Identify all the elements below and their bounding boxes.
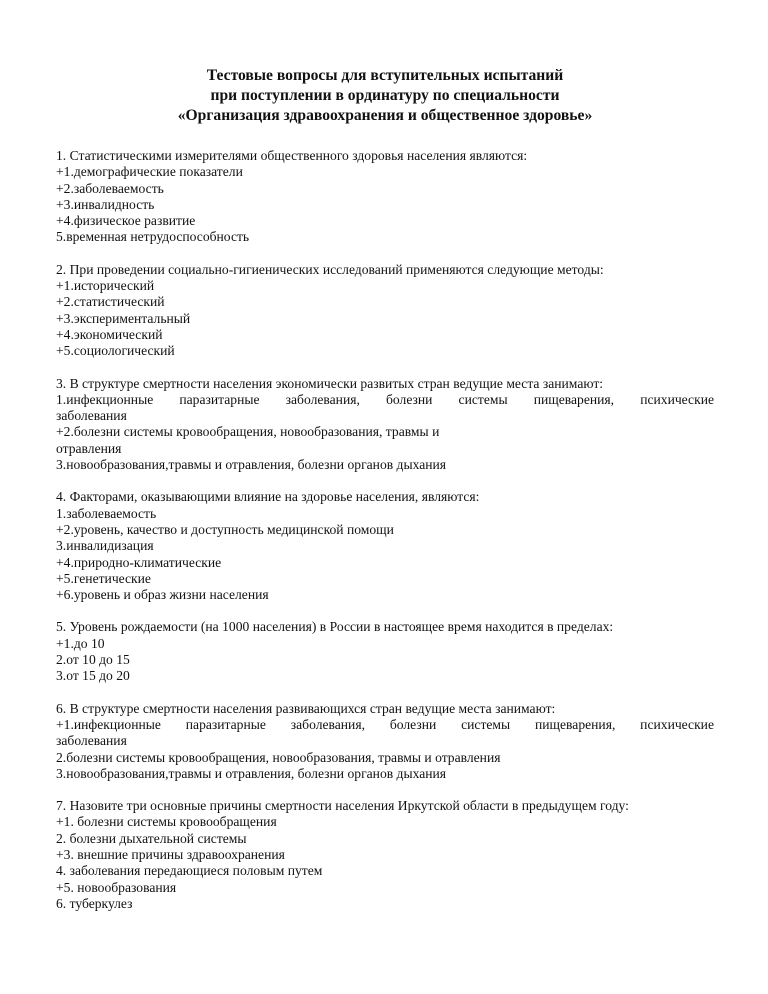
answer-option: +1.демографические показатели [56,164,243,180]
answer-option: +5. новообразования [56,879,177,895]
answer-option: +2.статистический [56,294,165,310]
question-text: 7. Назовите три основные причины смертности населения Иркутской области в предыдущем году: [56,798,629,814]
answer-option: +5.генетические [56,570,151,586]
question-text: 1. Статистическими измерителями общественного здоровья населения являются: [56,148,528,163]
answer-option: 3.от 15 до 20 [56,668,130,684]
answer-option: 6. туберкулез [56,895,133,911]
title-line: «Организация здравоохранения и общественное здоровье» [177,107,593,124]
answer-option: 1.заболеваемость [56,505,157,521]
answer-option: +1.до 10 [56,635,105,651]
answer-option: +4.физическое развитие [56,213,196,229]
answer-option: +2.болезни системы кровообращения, новообразования, травмы и [56,424,440,440]
question-7 [56,798,714,912]
question-5 [56,619,714,684]
answer-option-continuation: отравления [56,440,122,456]
question-1 [56,148,714,246]
answer-option: +1.исторический [56,278,155,294]
question-3 [56,376,714,474]
question-6 [56,701,714,782]
answer-option: +4.экономический [56,326,163,342]
answer-option: +3.инвалидность [56,196,155,212]
answer-option: 1.инфекционные паразитарные заболевания, болезни системы пищеварения, психические [56,391,714,407]
document-title [56,66,714,126]
answer-option: +3.экспериментальный [56,310,191,326]
answer-option: +3. внешние причины здравоохранения [56,846,285,862]
question-text: 5. Уровень рождаемости (на 1000 населения) в России в настоящее время находится в пределах: [56,619,614,635]
question-text: 3. В структуре смертности населения экономически развитых стран ведущие места занимают: [56,375,604,391]
answer-option-continuation: заболевания [56,408,127,424]
document-page [56,66,714,928]
answer-option: 4. заболевания передающиеся половым путем [56,863,323,879]
answer-option: 3.новообразования,травмы и отравления, болезни органов дыхания [56,457,447,473]
answer-option: +4.природно-климатические [56,554,222,570]
answer-option: 2.от 10 до 15 [56,652,130,668]
answer-option: +6.уровень и образ жизни населения [56,587,269,603]
question-4 [56,489,714,603]
answer-option: 2. болезни дыхательной системы [56,830,247,846]
question-text: 2. При проведении социально-гигиенических исследований применяются следующие методы: [56,261,604,277]
answer-option: 3.новообразования,травмы и отравления, болезни органов дыхания [56,765,447,781]
answer-option: +1.инфекционные паразитарные заболевания, болезни системы пищеварения, психические [56,716,714,732]
answer-option: +2.уровень, качество и доступность медицинской помощи [56,521,394,537]
answer-option: +2.заболеваемость [56,180,164,196]
answer-option: 5.временная нетрудоспособность [56,229,250,245]
answer-option: 2.болезни системы кровообращения, новообразования, травмы и отравления [56,749,501,765]
answer-option: +5.социологический [56,343,175,359]
answer-option: +1. болезни системы кровообращения [56,814,277,830]
question-text: 6. В структуре смертности населения развивающихся стран ведущие места занимают: [56,700,556,716]
question-text: 4. Факторами, оказывающими влияние на здоровье населения, являются: [56,489,480,505]
answer-option-continuation: заболевания [56,733,127,749]
title-line: Тестовые вопросы для вступительных испытаний [206,67,564,84]
answer-option: 3.инвалидизация [56,538,154,554]
question-2 [56,262,714,360]
title-line: при поступлении в ординатуру по специальности [210,87,560,104]
